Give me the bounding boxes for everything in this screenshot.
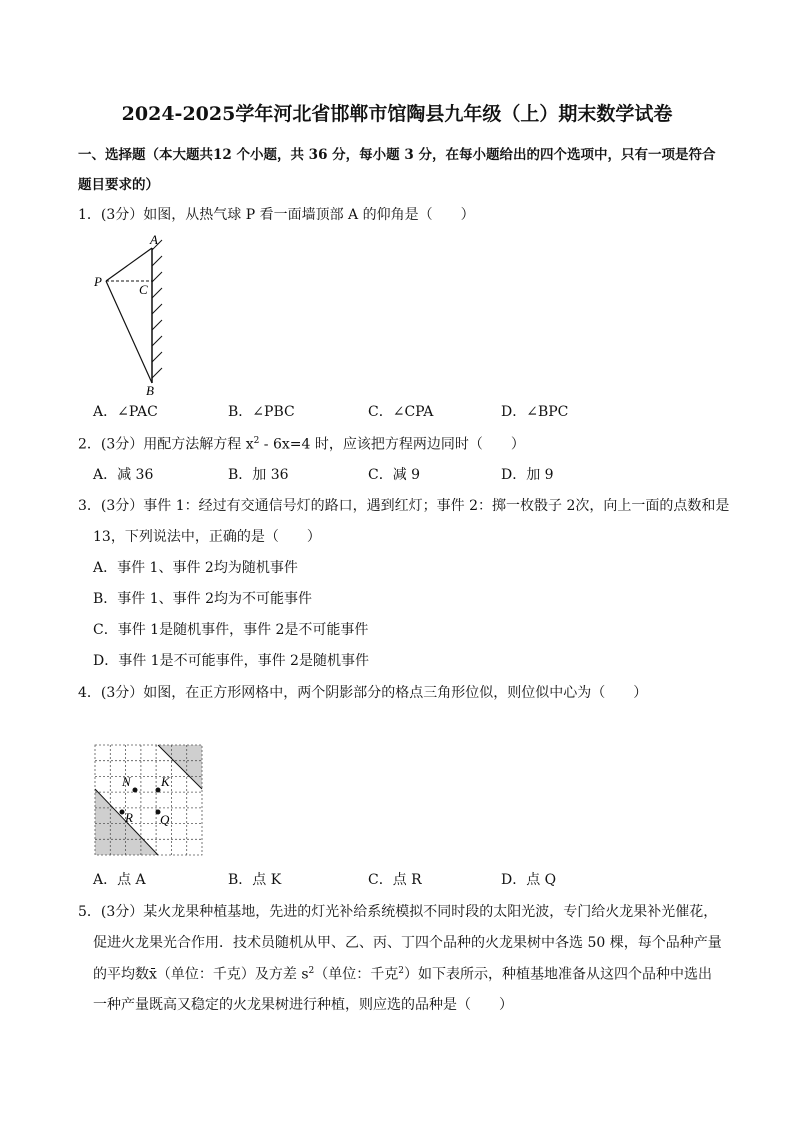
q4-grid-figure <box>92 742 204 860</box>
q4-label-n: N <box>122 774 131 789</box>
q5-stem-line4: 一种产量既高又稳定的火龙果树进行种植，则应选的品种是（ ） <box>93 997 513 1013</box>
q2-stem: 2．(3分）用配方法解方程 $x^2 - 6x=4$ 时，应该把方程两边同时（ ） <box>78 436 525 453</box>
q1-label-a: A <box>150 232 158 247</box>
q3-stem-line2: 13，下列说法中，正确的是（ ） <box>93 529 321 545</box>
q3-option-d[interactable]: D．事件 1是不可能事件，事件 2是随机事件 <box>93 653 369 669</box>
section-heading-line1: 一、选择题（本大题共12 个小题，共 36 分，每小题 3 分，在每小题给出的四个选项中，只有一项是符合 <box>78 147 716 163</box>
q5-stem-line2: 促进火龙果光合作用．技术员随机从甲、乙、丙、丁四个品种的火龙果树中各选 50 棵，每个品种产量 <box>93 935 722 951</box>
q4-option-b[interactable]: B．点 K <box>228 872 282 888</box>
q3-option-a[interactable]: A．事件 1、事件 2均为随机事件 <box>93 560 298 576</box>
q3-option-c[interactable]: C．事件 1是随机事件，事件 2是不可能事件 <box>93 622 369 638</box>
q3-option-b[interactable]: B．事件 1、事件 2均为不可能事件 <box>93 591 313 607</box>
q2-option-d[interactable]: D．加 9 <box>501 467 554 483</box>
q1-option-a[interactable]: A．∠PAC <box>93 404 158 420</box>
q5-stem-line3: 的平均数x̄（单位：千克）及方差 $s^2$（单位：千克$^2$）如下表所示，种植基地准备从这四个品种中选出 <box>93 966 712 983</box>
q1-option-c[interactable]: C．∠CPA <box>368 404 434 420</box>
q2-option-a[interactable]: A．减 36 <box>93 467 154 483</box>
q4-option-d[interactable]: D．点 Q <box>501 872 557 888</box>
q3-stem-line1: 3．(3分）事件 1：经过有交通信号灯的路口，遇到红灯；事件 2：掷一枚骰子 2次，向上一面的点数和是 <box>78 498 730 514</box>
q1-option-b[interactable]: B．∠PBC <box>228 404 295 420</box>
q1-label-c: C <box>139 282 148 297</box>
section-heading-line2: 题目要求的） <box>78 177 159 193</box>
q2-option-b[interactable]: B．加 36 <box>228 467 289 483</box>
q4-stem: 4．(3分）如图，在正方形网格中，两个阴影部分的格点三角形位似，则位似中心为（ ） <box>78 685 648 701</box>
q1-option-d[interactable]: D．∠BPC <box>501 404 569 420</box>
q4-option-a[interactable]: A．点 A <box>93 872 146 888</box>
q5-stem-line1: 5．(3分）某火龙果种植基地，先进的灯光补给系统模拟不同时段的太阳光波，专门给火龙果补光催花， <box>78 904 718 920</box>
q1-figure <box>88 228 198 398</box>
q2-option-c[interactable]: C．减 9 <box>368 467 421 483</box>
page-title: 2024-2025学年河北省邯郸市馆陶县九年级（上）期末数学试卷 <box>121 103 673 125</box>
q4-label-k: K <box>161 774 170 789</box>
q4-label-q: Q <box>160 812 170 827</box>
q1-label-b: B <box>146 383 154 398</box>
q4-label-r: R <box>125 810 133 825</box>
q4-option-c[interactable]: C．点 R <box>368 872 422 888</box>
q1-label-p: P <box>94 274 102 289</box>
q1-stem: 1．(3分）如图，从热气球 P 看一面墙顶部 A 的仰角是（ ） <box>78 207 475 223</box>
